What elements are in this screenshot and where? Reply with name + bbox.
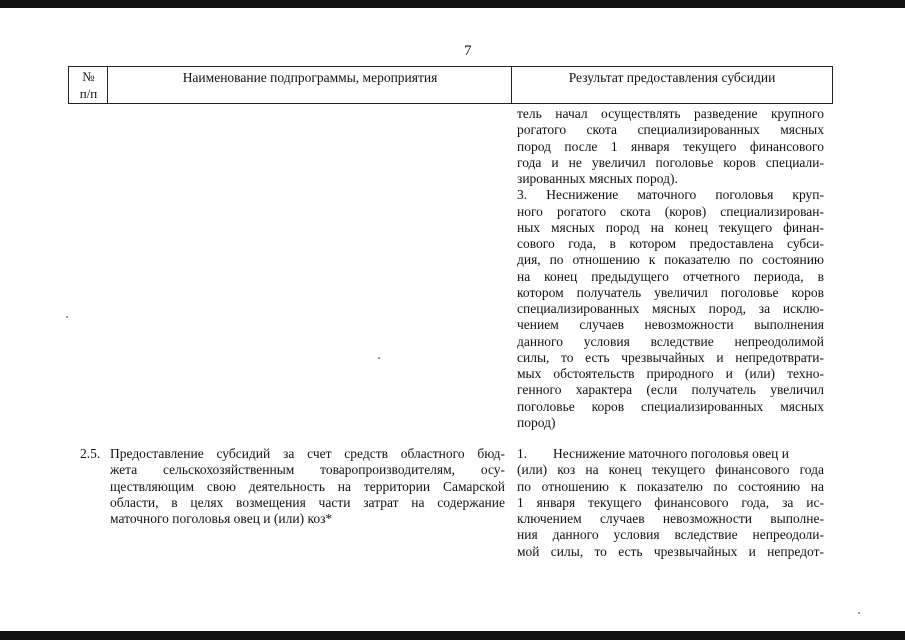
bottom-border-bar — [0, 631, 905, 640]
text-line: 3. Неснижение маточного поголовья круп- — [517, 187, 824, 203]
text-line: котором получатель увеличил поголовье коров — [517, 284, 824, 300]
text-line: ключением случаев невозможности выполне- — [517, 511, 824, 526]
text-line: жета сельскохозяйственным товаропроизводителям, осу- — [110, 462, 505, 478]
text-line: (или) коз на конец текущего финансового года — [517, 462, 824, 478]
row-name-text — [110, 446, 505, 527]
text-line: мых обстоятельств природного и (или) техно- — [517, 366, 824, 381]
text-line: маточного поголовья овец и (или) коз* — [110, 511, 333, 526]
text-line: пород) — [517, 414, 556, 430]
text-line: мой силы, то есть чрезвычайных и непредот- — [517, 543, 824, 559]
text-line: поголовье коров специализированных мясных — [517, 398, 824, 414]
header-cell-result — [511, 66, 833, 104]
header-result-label: Результат предоставления субсидии — [568, 70, 776, 85]
row-number: 2.5. — [80, 446, 101, 461]
header-cell-name — [107, 66, 512, 104]
text-line: области, в целях возмещения части затрат на содержание — [110, 494, 505, 510]
text-line: ных мясных пород на конец текущего финан- — [517, 219, 824, 235]
text-line: данного условия вследствие непреодолимой — [517, 333, 824, 349]
text-line: 1 января текущего финансового года, за ис- — [517, 494, 824, 510]
text-line: ния данного условия вследствие непреодоли- — [517, 527, 824, 543]
header-number-abbrev: п/п — [79, 86, 98, 101]
text-line: тель начал осуществлять разведение крупного — [517, 106, 824, 121]
text-line: рогатого скота специализированных мясных — [517, 122, 824, 138]
text-line: сового года, в котором предоставлена субси- — [517, 236, 824, 251]
text-line: ществляющим свою деятельность на территории Самарской — [110, 478, 505, 494]
header-number-symbol: № — [82, 69, 95, 84]
text-line: Предоставление субсидий за счет средств областного бюд- — [110, 446, 505, 461]
text-line: года и не увеличил поголовье коров специали- — [517, 154, 824, 170]
text-line: специализированных мясных пород, за исклю- — [517, 301, 824, 316]
header-cell-number — [68, 66, 108, 104]
text-line: по отношению к показателю по состоянию на — [517, 478, 824, 494]
text-line: генного характера (если получатель увеличил — [517, 382, 824, 398]
continued-result-text — [517, 106, 824, 431]
scan-speck — [66, 316, 68, 318]
text-line: дия, по отношению к показателю по состоянию — [517, 252, 824, 268]
text-line: силы, то есть чрезвычайных и непредотврати- — [517, 349, 824, 365]
text-line: зированных мясных пород). — [517, 171, 678, 186]
row-result-text — [517, 446, 824, 560]
top-border-bar — [0, 0, 905, 8]
text-line: пород после 1 января текущего финансового — [517, 138, 824, 154]
header-name-label: Наименование подпрограммы, мероприятия — [182, 70, 438, 85]
result-item-number: 1. — [517, 446, 528, 461]
text-line: на конец предыдущего отчетного периода, в — [517, 268, 824, 284]
scan-speck — [378, 357, 380, 359]
page-number: 7 — [464, 43, 472, 59]
text-line — [517, 446, 824, 462]
result-first-line: Неснижение маточного поголовья овец и — [553, 446, 789, 461]
scan-speck — [858, 612, 860, 614]
text-line: чением случаев невозможности выполнения — [517, 317, 824, 333]
text-line: ного рогатого скота (коров) специализирован- — [517, 203, 824, 219]
